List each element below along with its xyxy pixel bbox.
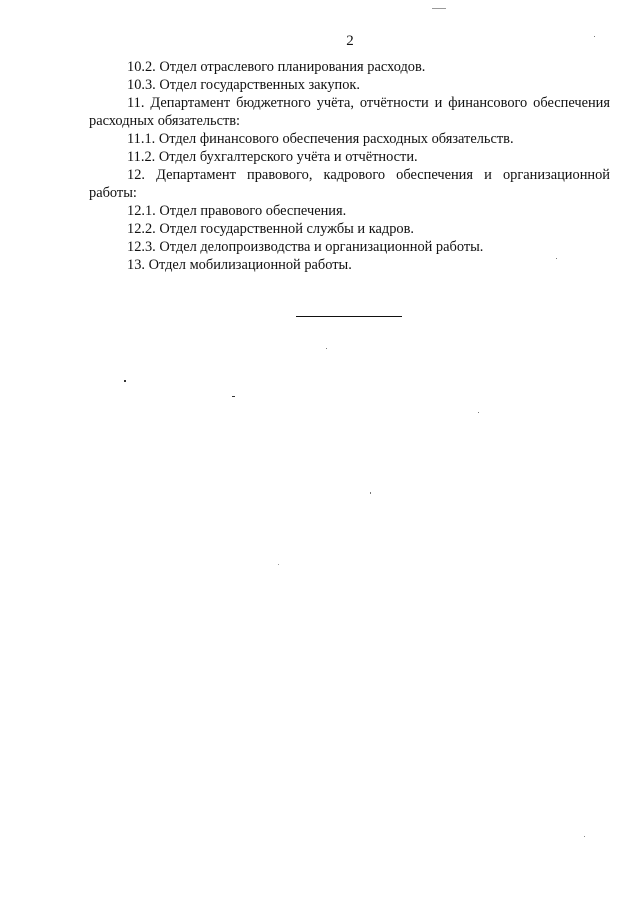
scan-speck <box>432 8 446 9</box>
scan-speck <box>232 396 235 397</box>
list-item-10-3: 10.3. Отдел государственных закупок. <box>127 77 361 93</box>
list-item-11-2: 11.2. Отдел бухгалтерского учёта и отчётности. <box>127 149 418 165</box>
department-list <box>89 58 610 274</box>
scan-speck <box>326 348 327 349</box>
scan-speck <box>478 412 479 413</box>
list-item-11-1: 11.1. Отдел финансового обеспечения расходных обязательств. <box>127 131 514 147</box>
page-number: 2 <box>346 33 354 49</box>
scan-speck <box>370 492 371 494</box>
list-item-12-2: 12.2. Отдел государственной службы и кадров. <box>127 221 414 237</box>
scan-speck <box>124 380 126 382</box>
end-of-list-rule <box>296 316 402 317</box>
list-item-10-2: 10.2. Отдел отраслевого планирования расходов. <box>127 59 426 75</box>
list-item-13: 13. Отдел мобилизационной работы. <box>127 257 352 273</box>
list-item-11: 11. Департамент бюджетного учёта, отчётности и финансового обеспечения расходных обязательств: <box>89 95 610 129</box>
scan-speck <box>594 36 595 37</box>
list-item-12: 12. Департамент правового, кадрового обеспечения и организационной работы: <box>89 167 610 201</box>
scan-speck <box>556 258 557 259</box>
scan-speck <box>584 836 585 837</box>
scan-speck <box>278 564 279 565</box>
list-item-12-3: 12.3. Отдел делопроизводства и организационной работы. <box>127 239 484 255</box>
list-item-12-1: 12.1. Отдел правового обеспечения. <box>127 203 347 219</box>
